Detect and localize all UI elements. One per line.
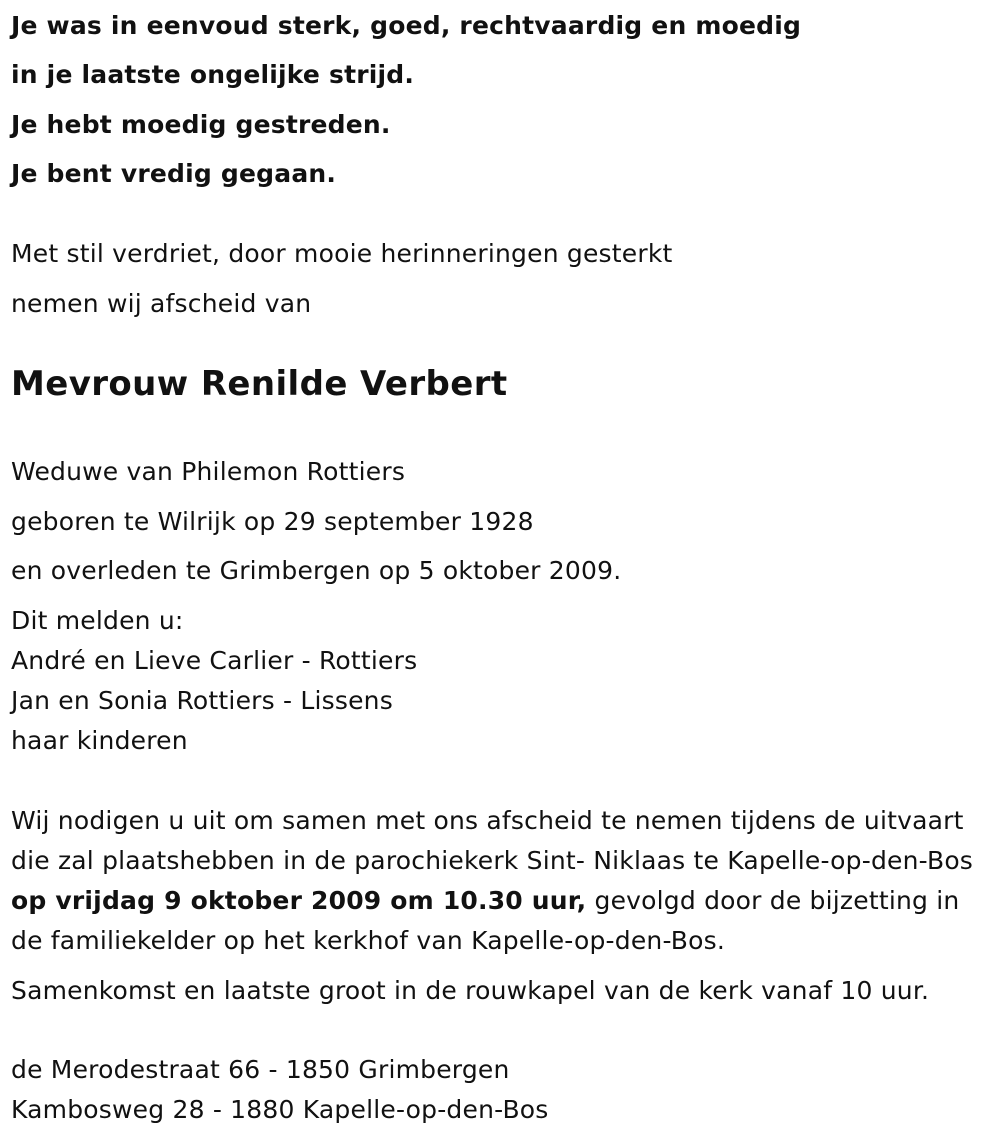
poem-line-4: Je bent vredig gegaan. (11, 159, 337, 188)
funeral-date: op vrijdag 9 oktober 2009 om 10.30 uur, (11, 886, 587, 915)
announcer-2: Jan en Sonia Rottiers - Lissens (11, 686, 393, 715)
poem-line-3: Je hebt moedig gestreden. (11, 110, 391, 139)
funeral-invitation (11, 801, 986, 961)
announcers-heading: Dit melden u: (11, 606, 184, 635)
detail-died: en overleden te Grimbergen op 5 oktober 2009. (11, 556, 622, 585)
poem-line-1: Je was in eenvoud sterk, goed, rechtvaardig en moedig (11, 11, 802, 40)
detail-widow: Weduwe van Philemon Rottiers (11, 457, 406, 486)
address-1: de Merodestraat 66 - 1850 Grimbergen (11, 1055, 510, 1084)
funeral-text-before: Wij nodigen u uit om samen met ons afscheid te nemen tijdens de uitvaart die zal plaatshebben in de parochiekerk Sint- Niklaas te Kapelle-op-den-Bos (11, 806, 974, 875)
intro-line-1: Met stil verdriet, door mooie herinneringen gesterkt (11, 239, 673, 268)
announcer-1: André en Lieve Carlier - Rottiers (11, 646, 418, 675)
address-2: Kambosweg 28 - 1880 Kapelle-op-den-Bos (11, 1095, 549, 1124)
intro-line-2: nemen wij afscheid van (11, 289, 312, 318)
poem-line-2: in je laatste ongelijke strijd. (11, 60, 415, 89)
gathering-info: Samenkomst en laatste groot in de rouwkapel van de kerk vanaf 10 uur. (11, 976, 930, 1005)
detail-born: geboren te Wilrijk op 29 september 1928 (11, 507, 534, 536)
announcers-relation: haar kinderen (11, 726, 188, 755)
funeral-text-after: gevolgd door de bijzetting in de familiekelder op het kerkhof van Kapelle-op-den-Bos. (11, 886, 960, 955)
deceased-name: Mevrouw Renilde Verbert (11, 364, 508, 404)
